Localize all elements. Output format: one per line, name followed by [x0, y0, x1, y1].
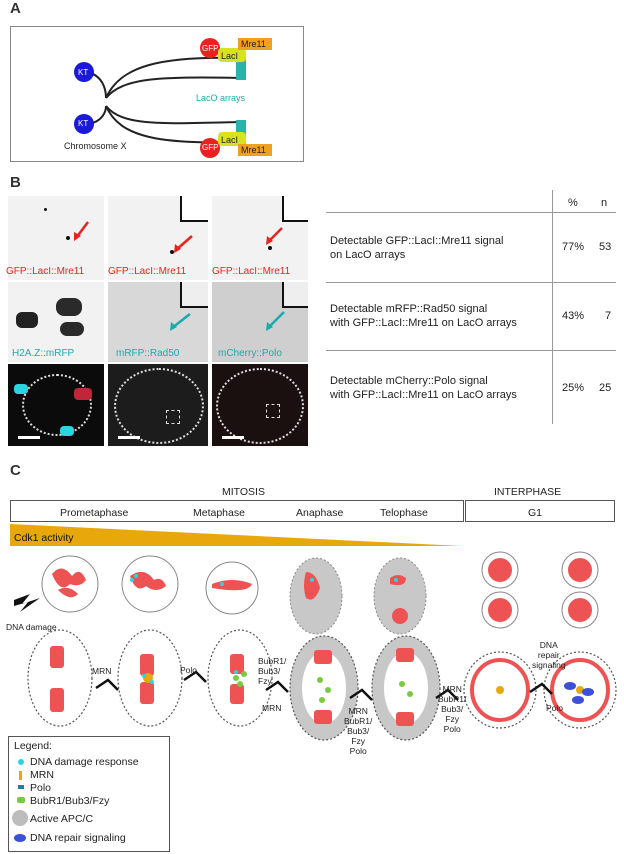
- dna-damage-bolt: [14, 594, 40, 612]
- table-header-pct: %: [568, 197, 578, 209]
- arrow2-polo: Polo: [180, 665, 198, 675]
- phase-metaphase: Metaphase: [193, 507, 245, 519]
- arrow3-line2: Bub3/: [258, 666, 281, 676]
- legend-title: Legend:: [14, 740, 52, 752]
- arrow6-label: [532, 640, 566, 670]
- arrow5-line3: Bub3/: [441, 704, 464, 714]
- arrow3-line1: BubR1/: [258, 656, 287, 666]
- legend-item-apc: Active APC/C: [30, 813, 94, 825]
- phase-g1: G1: [528, 507, 543, 519]
- label-r1c1: GFP::LacI::Mre11: [6, 266, 85, 277]
- table-header-rule: [326, 212, 616, 213]
- phase-anaphase: Anaphase: [296, 507, 344, 519]
- phase-prometaphase: Prometaphase: [60, 507, 129, 519]
- label-r1c2: GFP::LacI::Mre11: [108, 266, 187, 277]
- chromosome-label: Chromosome X: [64, 141, 127, 151]
- table-rule-1: [326, 282, 616, 283]
- arrow4-line2: BubR1/: [344, 716, 373, 726]
- cdk1-activity-wedge: [10, 524, 462, 550]
- arrow3-label: [258, 656, 286, 686]
- table-row3-pct: 25%: [562, 382, 585, 394]
- table-row1-line1: Detectable GFP::LacI::Mre11 signal: [330, 235, 504, 247]
- arrow4-label: [344, 706, 372, 756]
- arrow6-line3: signaling: [532, 660, 566, 670]
- panel-c-letter: C: [10, 462, 21, 479]
- kt-top-label: KT: [78, 68, 89, 77]
- table-row2-line1: Detectable mRFP::Rad50 signal: [330, 303, 488, 315]
- table-row2-line2: with GFP::LacI::Mre11 on LacO arrays: [330, 317, 517, 329]
- gfp-bottom-label: GFP: [202, 143, 219, 152]
- label-r2c3: mCherry::Polo: [218, 348, 282, 359]
- micrograph-arrows: [0, 0, 320, 450]
- label-r2c2: mRFP::Rad50: [116, 348, 180, 359]
- kt-bottom-label: KT: [78, 119, 89, 128]
- legend-item-polo: Polo: [30, 782, 52, 794]
- table-row1-line2: on LacO arrays: [330, 249, 406, 261]
- label-r1c3: GFP::LacI::Mre11: [212, 266, 291, 277]
- panel-a-letter: A: [10, 0, 21, 17]
- mre11-bottom-label: Mre11: [241, 145, 266, 155]
- table-row2-n: 7: [605, 310, 612, 322]
- table-row3-n: 25: [599, 382, 612, 394]
- arrow3-line3: Fzy: [258, 676, 272, 686]
- legend-item-mrn: MRN: [30, 769, 54, 781]
- legend-item-bubr1: BubR1/Bub3/Fzy: [30, 795, 110, 807]
- interphase-label: INTERPHASE: [494, 486, 562, 498]
- arrow4-line1: MRN: [348, 706, 368, 716]
- table-row3-line1: Detectable mCherry::Polo signal: [330, 375, 488, 387]
- arrow1-mrn: MRN: [92, 666, 112, 676]
- arrow5-label: [438, 684, 466, 734]
- panel-b-letter: B: [10, 174, 21, 191]
- dna-damage-label: DNA damage: [6, 622, 57, 632]
- arrow5-line2: BubR1/: [438, 694, 467, 704]
- cdk1-activity-label: Cdk1 activity: [14, 532, 74, 544]
- table-row1-pct: 77%: [562, 241, 585, 253]
- phase-telophase: Telophase: [380, 507, 428, 519]
- arrow3-mrn: MRN: [262, 703, 282, 713]
- arrow6-polo: Polo: [546, 703, 564, 713]
- arrow4-line3: Bub3/: [347, 726, 370, 736]
- legend-bubr1-icon: [17, 797, 25, 803]
- arrow6-line1: DNA: [539, 640, 558, 650]
- laco-label: LacO arrays: [196, 93, 246, 103]
- mitosis-label: MITOSIS: [222, 486, 265, 498]
- table-rule-2: [326, 350, 616, 351]
- label-r2c1: H2A.Z::mRFP: [12, 348, 75, 359]
- arrow6-line2: repair: [537, 650, 560, 660]
- arrow4-line5: Polo: [349, 746, 367, 756]
- legend-item-dna-damage-response: DNA damage response: [30, 756, 139, 768]
- table-col-rule: [552, 190, 553, 424]
- laci-top-label: LacI: [221, 51, 239, 61]
- arrow5-line5: Polo: [443, 724, 461, 734]
- laci-bottom-label: LacI: [221, 135, 239, 145]
- mre11-top-label: Mre11: [241, 39, 266, 49]
- legend-mrn-icon: [19, 771, 22, 780]
- legend-dna-damage-icon: [18, 759, 24, 765]
- legend-repair-icon: [14, 834, 26, 842]
- gfp-top-label: GFP: [202, 44, 219, 53]
- cell-cycle-schematic: [0, 550, 624, 750]
- legend-item-repair: DNA repair signaling: [30, 832, 126, 844]
- table-row1-n: 53: [599, 241, 612, 253]
- table-row2-pct: 43%: [562, 310, 585, 322]
- table-row3-line2: with GFP::LacI::Mre11 on LacO arrays: [330, 389, 517, 401]
- arrow4-line4: Fzy: [351, 736, 366, 746]
- legend-apc-icon: [12, 810, 28, 826]
- arrow5-line1: MRN: [442, 684, 462, 694]
- arrow5-line4: Fzy: [445, 714, 460, 724]
- legend-polo-icon: [18, 785, 24, 789]
- table-header-n: n: [601, 197, 608, 209]
